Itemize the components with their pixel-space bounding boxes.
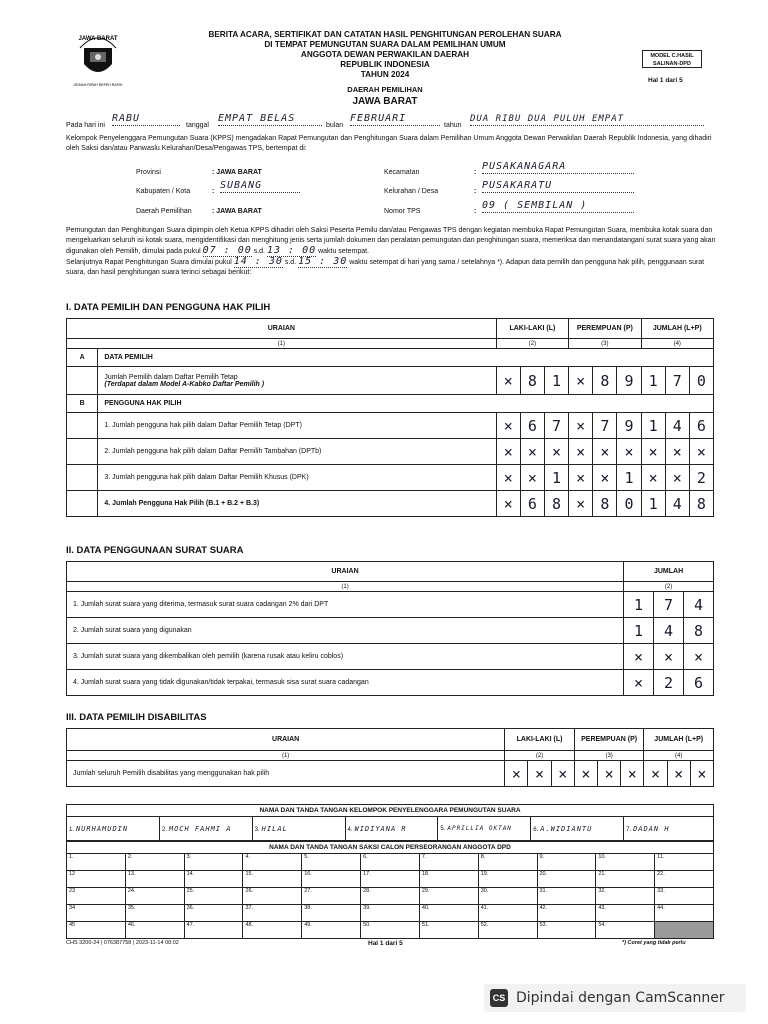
col-num: (4) (641, 339, 713, 349)
saksi-cell: 32. (596, 888, 655, 905)
surat-row-label: 4. Jumlah surat suara yang tidak digunakan/tidak terpakai, termasuk sisa surat suara cadangan (67, 670, 624, 696)
kpps-sign-cell (67, 817, 160, 841)
head-uraian: URAIAN (67, 562, 624, 582)
start-time-1: 07 : 00 (202, 245, 252, 256)
digit-cell: 9 (617, 367, 641, 395)
col-num: (4) (644, 751, 714, 761)
digit-cell: × (496, 491, 520, 517)
kpps-sign-cell (438, 817, 531, 841)
saksi-cell: 19. (478, 871, 537, 888)
head-j: JUMLAH (L+P) (644, 729, 714, 751)
head-p: PEREMPUAN (P) (569, 319, 641, 339)
saksi-row (67, 888, 714, 905)
saksi-cell: 9. (537, 854, 596, 871)
saksi-cell: 15. (243, 871, 302, 888)
title-line: REPUBLIK INDONESIA (340, 60, 430, 69)
col-num: (2) (496, 339, 568, 349)
kpps-sign-cell (252, 817, 345, 841)
saksi-cell: 22. (655, 871, 714, 888)
section-3-table (66, 728, 714, 787)
saksi-table (66, 841, 714, 939)
group-b-title: PENGGUNA HAK PILIH (98, 395, 714, 413)
digit-cell: × (665, 465, 689, 491)
head-uraian: URAIAN (67, 729, 505, 751)
section-1-title: I. DATA PEMILIH DAN PENGGUNA HAK PILIH (66, 302, 271, 313)
digit-cell: 8 (544, 491, 568, 517)
jawa-barat-emblem-icon (66, 24, 130, 88)
saksi-cell: 16. (302, 871, 361, 888)
signature-table (66, 804, 714, 841)
digit-cell: × (569, 465, 593, 491)
model-line: SALINAN-DPD (653, 61, 691, 67)
digit-cell: × (624, 670, 654, 696)
saksi-cell: 49. (302, 922, 361, 939)
digit-cell: 7 (665, 367, 689, 395)
digit-cell: 8 (689, 491, 713, 517)
saksi-cell: 39. (361, 905, 420, 922)
col-num: (3) (569, 339, 641, 349)
digit-cell: 1 (624, 618, 654, 644)
kpps-name: WIDIYANA R (354, 824, 407, 833)
digit-cell: 0 (617, 491, 641, 517)
col-num: (3) (574, 751, 644, 761)
saksi-row (67, 905, 714, 922)
digit-cell: 4 (665, 491, 689, 517)
dapil-label: Daerah Pemilihan (136, 208, 192, 215)
saksi-cell: 21. (596, 871, 655, 888)
provinsi-value: : JAWA BARAT (212, 169, 262, 176)
digit-cell: × (528, 761, 551, 787)
digit-cell: 7 (544, 413, 568, 439)
digit-cell: × (617, 439, 641, 465)
saksi-cell (655, 922, 714, 939)
head-jumlah: JUMLAH (624, 562, 714, 582)
dapil-value: : JAWA BARAT (212, 208, 262, 215)
region-name: JAWA BARAT (352, 96, 418, 107)
saksi-cell: 14. (184, 871, 243, 888)
saksi-cell: 42. (537, 905, 596, 922)
digit-cell: × (569, 491, 593, 517)
digit-cell: × (574, 761, 597, 787)
group-a-title: DATA PEMILIH (98, 349, 714, 367)
saksi-cell: 47. (184, 922, 243, 939)
title-line: ANGGOTA DEWAN PERWAKILAN DAERAH (300, 50, 470, 59)
time-text-1: Pemungutan dan Penghitungan Suara dipimpin oleh Ketua KPPS dihadiri oleh Saksi Peserta Pemilu dan/atau Pengawas TPS dengan kegiatan membuka Rapat Pemungutan Suara, membuka kotak suara dan mengeluarkan seluruh isi kotak suara, mengidentifikasi dan menghitung jenis serta jumlah dokumen dan peralatan pemungutan dan penghitungan suara, memeriksa dan menandatangani surat suara yang akan digunakan oleh Pemilih, dimulai pada pukul (66, 227, 716, 255)
saksi-cell: 38. (302, 905, 361, 922)
a-row-label (98, 367, 496, 395)
camscanner-text: Dipindai dengan CamScanner (516, 990, 725, 1006)
time-text-2: Selanjutnya Rapat Penghitungan Suara dimulai pukul (66, 259, 232, 266)
kpps-title: NAMA DAN TANDA TANGAN KELOMPOK PENYELENGGARA PEMUNGUTAN SUARA (67, 805, 714, 817)
digit-cell: 6 (520, 491, 544, 517)
col-num: (2) (624, 582, 714, 592)
digit-cell: 8 (520, 367, 544, 395)
digit-cell: × (598, 761, 621, 787)
digit-cell: 1 (544, 367, 568, 395)
digit-cell: × (641, 439, 665, 465)
saksi-cell: 7. (419, 854, 478, 871)
kabupaten-colon: : (212, 188, 215, 195)
col-num: (1) (67, 339, 497, 349)
digit-cell: × (644, 761, 667, 787)
saksi-cell: 34 (67, 905, 126, 922)
saksi-cell: 18. (419, 871, 478, 888)
digit-cell: × (569, 439, 593, 465)
time-paragraph (66, 226, 716, 278)
digit-cell: 4 (665, 413, 689, 439)
digit-cell: 6 (520, 413, 544, 439)
kelurahan-colon: : (474, 188, 477, 195)
saksi-cell: 28. (361, 888, 420, 905)
sd-text: s.d. (253, 248, 266, 255)
saksi-cell: 45 (67, 922, 126, 939)
saksi-cell: 17. (361, 871, 420, 888)
digit-cell: × (689, 439, 713, 465)
b-row-label: 1. Jumlah pengguna hak pilih dalam Daftar Pemilih Tetap (DPT) (98, 413, 496, 439)
digit-cell: 6 (689, 413, 713, 439)
saksi-cell: 29. (419, 888, 478, 905)
digit-cell: × (496, 439, 520, 465)
b-row-label: 3. Jumlah pengguna hak pilih dalam Daftar Pemilih Khusus (DPK) (98, 465, 496, 491)
tahun-field: DUA RIBU DUA PULUH EMPAT (470, 113, 704, 126)
tahun-label: tahun (444, 122, 462, 129)
saksi-cell: 8. (478, 854, 537, 871)
digit-cell: 2 (654, 670, 684, 696)
saksi-cell: 36. (184, 905, 243, 922)
saksi-cell: 20. (537, 871, 596, 888)
head-j: JUMLAH (L+P) (641, 319, 713, 339)
digit-cell: 8 (684, 618, 714, 644)
kpps-name: HILAL (261, 824, 288, 833)
saksi-cell: 48. (243, 922, 302, 939)
digit-cell: × (505, 761, 528, 787)
head-uraian: URAIAN (67, 319, 497, 339)
digit-cell: 1 (641, 491, 665, 517)
tps-colon: : (474, 208, 477, 215)
digit-cell: 1 (617, 465, 641, 491)
intro-paragraph: Kelompok Penyelenggara Pemungutan Suara (KPPS) mengadakan Rapat Pemungutan dan Penghitungan Suara dalam Pemilihan Umum Anggota Dewan Perwakilan Daerah Republik Indonesia, yang dihadiri oleh Saksi dan/atau Panwaslu Kelurahan/Desa/Pengawas TPS, bertempat di: (66, 135, 712, 152)
saksi-cell: 44. (655, 905, 714, 922)
kpps-name: NURHAMUDIN (75, 824, 129, 833)
saksi-cell: 50. (361, 922, 420, 939)
col-num: (1) (67, 582, 624, 592)
saksi-cell: 31. (537, 888, 596, 905)
digit-cell: × (593, 439, 617, 465)
bulan-label: bulan (326, 122, 344, 129)
kpps-num: 2. (161, 826, 167, 833)
digit-cell: × (544, 439, 568, 465)
end-time-1: 13 : 00 (266, 245, 317, 256)
digit-cell: 1 (544, 465, 568, 491)
kpps-name: A.WIDIANTU (540, 824, 593, 833)
kpps-sign-cell (531, 817, 624, 841)
kpps-sign-cell (624, 817, 714, 841)
digit-cell: 8 (593, 367, 617, 395)
saksi-row (67, 854, 714, 871)
tps-label: Nomor TPS (384, 208, 421, 215)
time-text-3: waktu setempat di hari yang sama / setelahnya *). Adapun data pemilih dan pengguna hak pilih, penggunaan surat suara, dan hasil penghitungan suara terinci sebagai berikut: (66, 259, 705, 276)
disabilitas-row-label: Jumlah seluruh Pemilih disabilitas yang menggunakan hak pilih (67, 761, 505, 787)
digit-cell: × (496, 465, 520, 491)
kelurahan-field: PUSAKARATU (482, 180, 634, 193)
digit-cell: × (641, 465, 665, 491)
digit-cell: 1 (641, 413, 665, 439)
digit-cell: × (496, 413, 520, 439)
empty-cell (67, 367, 98, 395)
hari-field: RABU (112, 113, 180, 126)
saksi-cell: 24. (125, 888, 184, 905)
footer-code: CHS 3200-24 | 076387758 | 2023-11-14 08:02 (66, 940, 179, 946)
surat-row-label: 1. Jumlah surat suara yang diterima, termasuk surat suara cadangan 2% dari DPT (67, 592, 624, 618)
kpps-name: APRILLIA OKTAN (447, 825, 512, 832)
b-row-label: 4. Jumlah Pengguna Hak Pilih (B.1 + B.2 + B.3) (98, 491, 496, 517)
saksi-cell: 53. (537, 922, 596, 939)
camscanner-icon: CS (490, 989, 508, 1007)
saksi-cell: 52. (478, 922, 537, 939)
saksi-cell: 3. (184, 854, 243, 871)
digit-cell: × (654, 644, 684, 670)
saksi-cell: 23 (67, 888, 126, 905)
saksi-title: NAMA DAN TANDA TANGAN SAKSI CALON PERSEORANGAN ANGGOTA DPD (67, 842, 714, 854)
footer-note: *) Coret yang tidak perlu (622, 940, 686, 946)
head-l: LAKI-LAKI (L) (496, 319, 568, 339)
title-line: DI TEMPAT PEMUNGUTAN SUARA DALAM PEMILIHAN UMUM (264, 40, 506, 49)
digit-cell: 7 (593, 413, 617, 439)
digit-cell: × (621, 761, 644, 787)
emblem-text: JAWA BARAT (78, 36, 118, 42)
saksi-cell: 6. (361, 854, 420, 871)
digit-cell: 0 (689, 367, 713, 395)
row-letter: A (67, 349, 98, 367)
saksi-cell: 46. (125, 922, 184, 939)
digit-cell: 4 (654, 618, 684, 644)
saksi-cell: 13. (125, 871, 184, 888)
kpps-num: 7. (626, 826, 632, 833)
saksi-cell: 5. (302, 854, 361, 871)
saksi-cell: 12 (67, 871, 126, 888)
digit-cell: 1 (624, 592, 654, 618)
end-time-2: 15 : 30 (298, 256, 348, 267)
tps-field: 09 ( SEMBILAN ) (482, 200, 634, 213)
saksi-cell: 1. (67, 854, 126, 871)
kecamatan-label: Kecamatan (384, 169, 420, 176)
saksi-cell: 30. (478, 888, 537, 905)
section-3-title: III. DATA PEMILIH DISABILITAS (66, 712, 207, 723)
digit-cell: × (496, 367, 520, 395)
kelurahan-label: Kelurahan / Desa (384, 188, 439, 195)
section-2-title: II. DATA PENGGUNAAN SURAT SUARA (66, 545, 244, 556)
saksi-cell: 26. (243, 888, 302, 905)
document-title (150, 30, 620, 80)
saksi-cell: 37. (243, 905, 302, 922)
kecamatan-field: PUSAKANAGARA (482, 161, 634, 174)
surat-row-label: 2. Jumlah surat suara yang digunakan (67, 618, 624, 644)
kecamatan-colon: : (474, 169, 477, 176)
saksi-cell: 2. (125, 854, 184, 871)
digit-cell: 4 (684, 592, 714, 618)
pada-hari-ini-label: Pada hari ini (66, 122, 105, 129)
kpps-num: 6. (533, 826, 539, 833)
digit-cell: × (551, 761, 574, 787)
digit-cell: × (569, 367, 593, 395)
saksi-cell: 41. (478, 905, 537, 922)
saksi-cell: 27. (302, 888, 361, 905)
digit-cell: × (520, 439, 544, 465)
digit-cell: × (569, 413, 593, 439)
kpps-num: 4. (347, 826, 353, 833)
head-l: LAKI-LAKI (L) (505, 729, 575, 751)
digit-cell: × (684, 644, 714, 670)
region-label: DAERAH PEMILIHAN (347, 85, 423, 94)
digit-cell: × (624, 644, 654, 670)
tanggal-field: EMPAT BELAS (218, 113, 322, 126)
saksi-cell: 51. (419, 922, 478, 939)
kpps-sign-cell (159, 817, 252, 841)
empty-cell (67, 413, 98, 439)
empty-cell (67, 465, 98, 491)
kpps-name: DADAN H (633, 824, 670, 833)
b-row-label: 2. Jumlah pengguna hak pilih dalam Daftar Pemilih Tambahan (DPTb) (98, 439, 496, 465)
kpps-num: 5. (440, 826, 446, 832)
section-2-table (66, 561, 714, 696)
kabupaten-field: SUBANG (220, 180, 300, 193)
digit-cell: × (520, 465, 544, 491)
kpps-name: MOCH FAHMI A (168, 824, 232, 833)
footer-page: Hal 1 dari 5 (368, 940, 403, 947)
a-row-line1: Jumlah Pemilih dalam Daftar Pemilih Tetap (104, 373, 238, 381)
emblem-motto: GEMAH RIPAH REPEH RAPIH (73, 83, 123, 87)
empty-cell (67, 491, 98, 517)
digit-cell: × (593, 465, 617, 491)
tanggal-label: tanggal (186, 122, 209, 129)
camscanner-badge (484, 984, 746, 1012)
start-time-2: 14 : 30 (233, 256, 283, 267)
digit-cell: 8 (593, 491, 617, 517)
kpps-num: 1. (69, 826, 75, 833)
a-row-line2: (Terdapat dalam Model A-Kabko Daftar Pemilih ) (104, 380, 265, 388)
digit-cell: 7 (654, 592, 684, 618)
kabupaten-label: Kabupaten / Kota (136, 188, 191, 195)
kpps-num: 3. (254, 826, 260, 833)
kpps-sign-cell (345, 817, 438, 841)
saksi-cell: 54. (596, 922, 655, 939)
model-box (642, 50, 702, 68)
col-num: (2) (505, 751, 575, 761)
saksi-cell: 33. (655, 888, 714, 905)
title-line: BERITA ACARA, SERTIFIKAT DAN CATATAN HASIL PENGHITUNGAN PEROLEHAN SUARA (208, 30, 562, 39)
title-line: TAHUN 2024 (360, 70, 410, 79)
row-letter: B (67, 395, 98, 413)
saksi-cell: 43. (596, 905, 655, 922)
saksi-cell: 25. (184, 888, 243, 905)
section-1-table (66, 318, 714, 517)
saksi-row (67, 922, 714, 939)
saksi-row (67, 871, 714, 888)
digit-cell: 1 (641, 367, 665, 395)
model-line: MODEL C.HASIL (650, 53, 694, 59)
digit-cell: × (665, 439, 689, 465)
digit-cell: 2 (689, 465, 713, 491)
saksi-cell: 4. (243, 854, 302, 871)
waktu-text: waktu setempat. (318, 248, 370, 255)
saksi-cell: 10. (596, 854, 655, 871)
surat-row-label: 3. Jumlah surat suara yang dikembalikan oleh pemilih (karena rusak atau keliru coblos) (67, 644, 624, 670)
head-p: PEREMPUAN (P) (574, 729, 644, 751)
digit-cell: 6 (684, 670, 714, 696)
provinsi-label: Provinsi (136, 169, 161, 176)
sd-text: s.d. (284, 259, 297, 266)
digit-cell: 9 (617, 413, 641, 439)
col-num: (1) (67, 751, 505, 761)
digit-cell: × (667, 761, 690, 787)
empty-cell (67, 439, 98, 465)
bulan-field: FEBRUARI (350, 113, 440, 126)
page-indicator: Hal 1 dari 5 (648, 77, 683, 84)
saksi-cell: 40. (419, 905, 478, 922)
saksi-cell: 11. (655, 854, 714, 871)
digit-cell: × (690, 761, 713, 787)
saksi-cell: 35. (125, 905, 184, 922)
